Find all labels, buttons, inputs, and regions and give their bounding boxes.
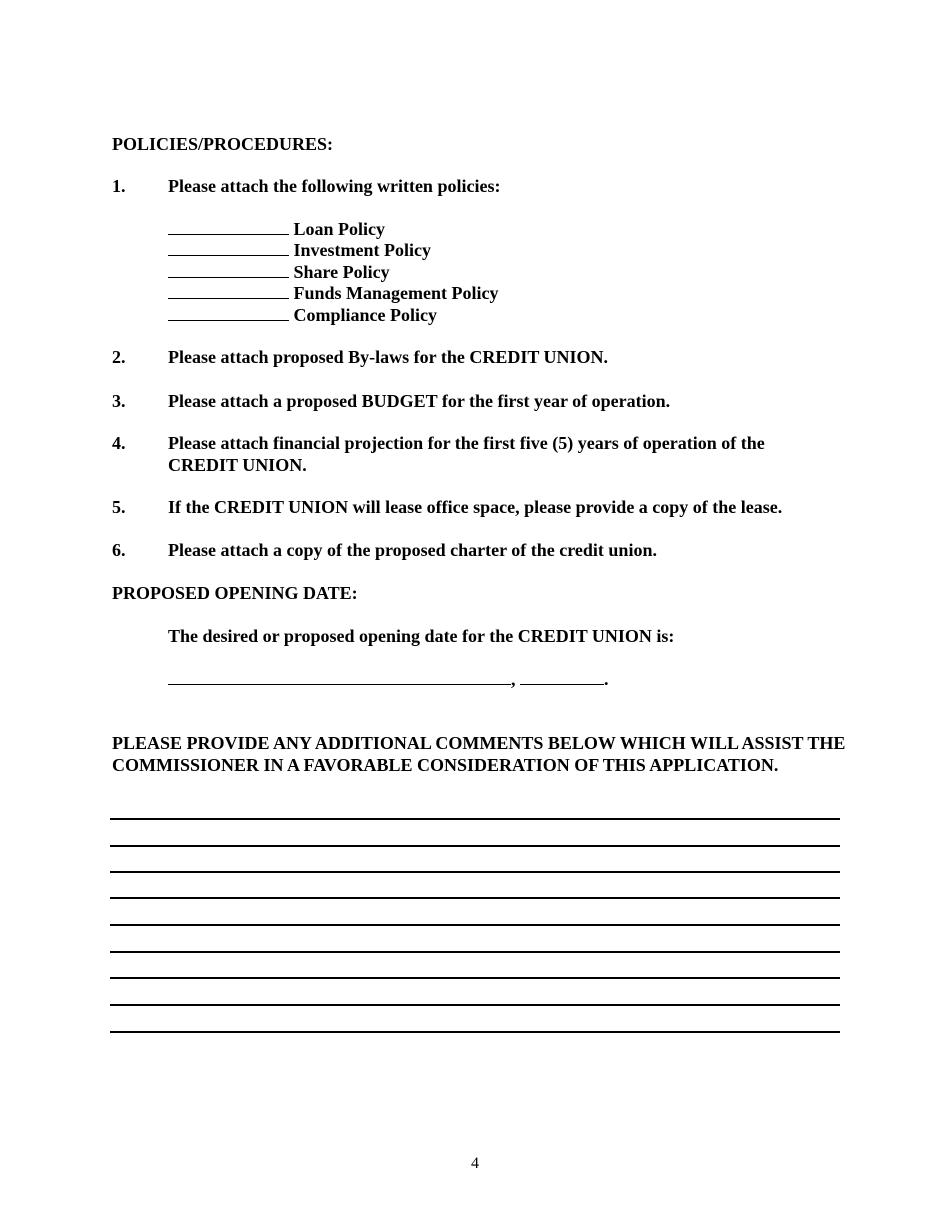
item-number: 5. [112, 497, 126, 517]
policy-blank[interactable] [168, 283, 289, 299]
page-number: 4 [471, 1155, 479, 1172]
item-text: Please attach financial projection for the first five (5) years of operation of the CREDIT UNION. [168, 433, 765, 475]
date-period: . [604, 669, 609, 689]
item-number: 3. [112, 391, 126, 411]
comment-line[interactable] [110, 871, 840, 873]
item-number: 6. [112, 540, 126, 560]
policy-label: Loan Policy [293, 219, 386, 239]
item-number: 1. [112, 176, 126, 196]
item-text: If the CREDIT UNION will lease office space, please provide a copy of the lease. [168, 497, 783, 517]
date-comma: , [511, 669, 516, 689]
opening-date-field [168, 669, 609, 690]
item-text: Please attach the following written policies: [168, 176, 501, 196]
policy-line [168, 283, 499, 305]
comments-heading: PLEASE PROVIDE ANY ADDITIONAL COMMENTS BELOW WHICH WILL ASSIST THE COMMISSIONER IN A FAVORABLE CONSIDERATION OF THIS APPLICATION. [112, 733, 846, 775]
item-text: Please attach proposed By-laws for the CREDIT UNION. [168, 347, 609, 367]
policy-blank[interactable] [168, 305, 289, 321]
policy-blank[interactable] [168, 262, 289, 278]
opening-year-blank[interactable] [520, 669, 604, 685]
comment-line[interactable] [110, 1004, 840, 1006]
comment-line[interactable] [110, 897, 840, 899]
item-text: Please attach a proposed BUDGET for the first year of operation. [168, 391, 671, 411]
comment-line[interactable] [110, 951, 840, 953]
policy-label: Funds Management Policy [293, 283, 499, 303]
policy-line [168, 219, 385, 241]
comment-line[interactable] [110, 1031, 840, 1033]
comment-line[interactable] [110, 818, 840, 820]
policy-blank[interactable] [168, 240, 289, 256]
policy-blank[interactable] [168, 219, 289, 235]
policy-label: Investment Policy [293, 240, 431, 260]
policy-line [168, 262, 390, 284]
item-number: 4. [112, 433, 126, 453]
policy-line [168, 305, 437, 327]
opening-date-heading: PROPOSED OPENING DATE: [112, 583, 358, 603]
policies-heading: POLICIES/PROCEDURES: [112, 134, 334, 154]
item-text: Please attach a copy of the proposed charter of the credit union. [168, 540, 657, 560]
comment-line[interactable] [110, 977, 840, 979]
opening-date-blank[interactable] [168, 669, 511, 685]
policy-label: Compliance Policy [293, 305, 437, 325]
comment-line[interactable] [110, 924, 840, 926]
comment-line[interactable] [110, 845, 840, 847]
policy-line [168, 240, 431, 262]
opening-date-prompt: The desired or proposed opening date for the CREDIT UNION is: [168, 626, 675, 646]
policy-label: Share Policy [293, 262, 390, 282]
item-number: 2. [112, 347, 126, 367]
